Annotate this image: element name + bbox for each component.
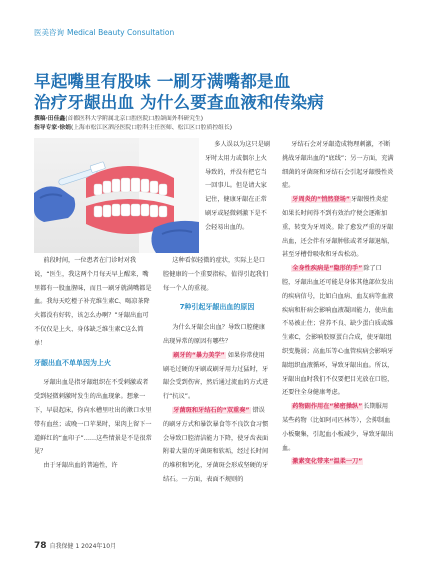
section-heading-not-just-heat: 牙龈出血不单单因为上火 — [34, 358, 111, 367]
paragraph: 为什么牙龈会出血？导致口腔健康出现异常的原因有哪些？ — [163, 324, 266, 345]
byline-expert-affiliation: (上海市松江区泗泾医院口腔科主任医师、松江区口腔质控组长) — [70, 125, 233, 131]
highlight-lead: 牙菌斑和牙结石的“双重奏” — [173, 406, 250, 414]
article-column-2 — [163, 254, 271, 487]
section-header-en: Medical Beauty Consultation — [67, 28, 175, 37]
paragraph: 牙结石会对牙龈造成物理刺激，不断挑战牙龈出血的“底线”；另一方面，充满细菌的牙菌斑和牙结石会引起牙龈慢性炎症。 — [282, 141, 394, 190]
byline-expert — [34, 122, 232, 131]
paragraph-body: 如果你常使用刷毛过硬的牙刷或刷牙用力过猛时，牙龈会受到伤害，然后通过流血的方式进行“抗议”。 — [163, 351, 269, 401]
paragraph — [282, 400, 394, 455]
paragraph: 牙龈出血是指牙龈组织在不受刺激或者受到轻微刺激时发生的出血现象。想象一下，早晨起床，你向水槽里吐出的漱口水里带有血丝；或晚一口苹果时，果肉上留下一道鲜红的“血印子”……这些情景是不是很常见？ — [34, 379, 152, 456]
paragraph: 前段时间，一位患者在门诊时对我说，“医生，我这两个月每天早上醒来，嘴里都有一股血腥味，而且一刷牙就满嘴都是血。我每天吃橙子补充维生素C、喝凉茶降火都没有好转，该怎么办啊？”牙龈出血可不仅仅是上火、身体缺乏维生素C这么简单！ — [34, 257, 152, 347]
dental-model-illustration — [34, 138, 199, 253]
paragraph-body: 除了口腔，牙龈出血还可能是身体其他部位发出的疾病信号，比如白血病、血友病等血液疾病和肝病会影响血液凝固能力，使出血不易被止住；营养不良、缺少蛋白质或维生素C，会影响胶原蛋白合成，使牙龈组织变脆弱；高血压等心血管疾病会影响牙龈组织血液循环，导致牙龈出血。所以，牙龈出血时我们不仅要把目光放在口腔，还要往全身健康考虑。 — [282, 265, 394, 397]
section-header — [34, 27, 174, 38]
paragraph-body: 长期服用某些药物（比如阿司匹林等），会抑制血小板聚集，引起血小板减少，导致牙龈出血。 — [282, 403, 394, 452]
highlight-lead: 全身性疾病是“隐形的手” — [292, 265, 363, 273]
paragraph — [282, 455, 394, 469]
paragraph — [163, 404, 271, 487]
paragraph-body: 牙龈慢性炎症如果长时间得不到有效治疗便会逐渐加重，转变为牙周炎。除了愈发严重的牙龈出血，还会伴有牙龈肿胀或者牙龈退缩，甚至牙槽骨吸收和牙齿松动。 — [282, 196, 394, 259]
page-footer — [34, 541, 116, 551]
paragraph: 多人误以为这只是刷牙时太用力或偶尔上火导致的，并没有把它当一回事儿。但是请大家记住，健康牙龈在正常刷牙或轻微刺激下是不会轻易出血的。 — [205, 141, 270, 231]
byline-expert-label: 指导专家·徐娟 — [34, 125, 71, 131]
highlight-lead: 激素变化带来“温柔一刀” — [292, 458, 363, 466]
article-title-line-2: 治疗牙龈出血 为什么要查血液和传染病 — [34, 93, 324, 112]
article-column-3 — [282, 138, 394, 469]
article-column-top — [205, 138, 270, 235]
highlight-lead: 药物副作用在“秘密操纵” — [292, 403, 363, 411]
dental-model-photo — [34, 138, 199, 253]
footer-issue: 自我保健 1 2024年10月 — [49, 543, 117, 550]
paragraph: 由于牙龈出血的普遍性，许 — [43, 462, 118, 470]
paragraph: 这种看似轻微的症状，实际上是口腔健康的一个重要指标，值得引起我们每一个人的重视。 — [163, 257, 269, 292]
page-number: 78 — [34, 541, 47, 551]
section-header-cn: 医美咨询 — [34, 28, 64, 37]
byline-author-affiliation: (首都医科大学附属北京口腔医院口腔颌面外科研究生) — [65, 116, 204, 122]
article-column-1 — [34, 254, 154, 473]
paragraph — [282, 262, 394, 400]
article-title-line-1: 早起嘴里有股味 一刷牙满嘴都是血 — [34, 72, 291, 91]
paragraph — [282, 193, 394, 262]
paragraph — [163, 349, 271, 404]
byline-author — [34, 113, 203, 122]
section-heading-seven-causes: 7种引起牙龈出血的原因 — [179, 303, 255, 312]
byline-author-label: 撰稿·田佳鑫 — [34, 116, 66, 122]
highlight-lead: 牙周炎的“悄然登场” — [292, 196, 350, 204]
paragraph-body: 错误的刷牙方式和暴饮暴食等不良饮食习惯会导致口腔清洁能力下降，使牙齿表面附着大量的牙菌斑和软垢，经过长时间的堆积和钙化，牙菌斑会形成坚硬的牙结石。一方面，表面不规则的 — [163, 406, 269, 483]
highlight-lead: 刷牙的“暴力美学” — [173, 351, 225, 359]
